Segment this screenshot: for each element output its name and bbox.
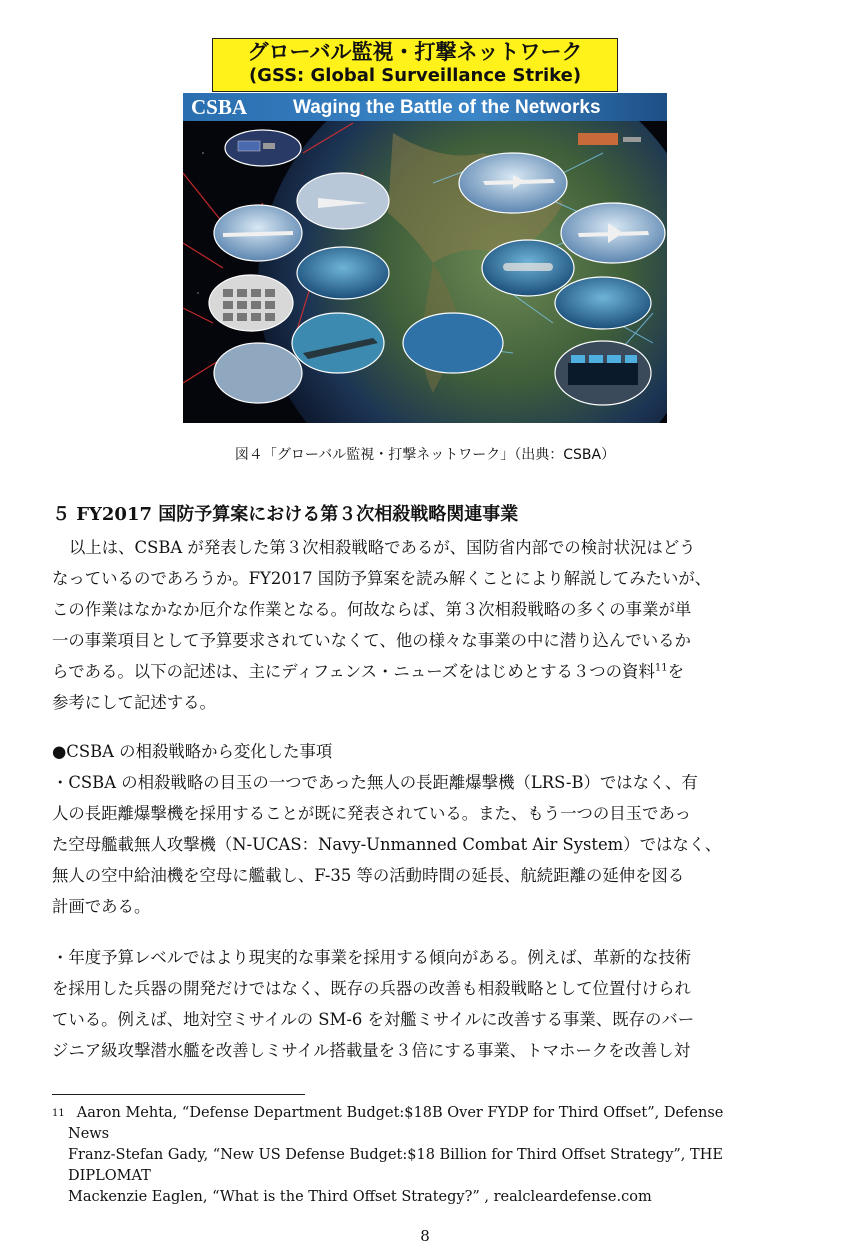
footnote-divider bbox=[52, 1094, 305, 1095]
figure-title-english: (GSS: Global Surveillance Strike) bbox=[248, 65, 582, 86]
paragraph-line: ている。例えば、地対空ミサイルの SM-6 を対艦ミサイルに改善する事業、既存のバー bbox=[52, 1010, 695, 1029]
paragraph-line: この作業はなかなか厄介な作業となる。何故ならば、第３次相殺戦略の多くの事業が単 bbox=[52, 600, 692, 619]
paragraph-line: 以上は、CSBA が発表した第３次相殺戦略であるが、国防省内部での検討状況はどう bbox=[69, 538, 696, 557]
page-number: 8 bbox=[420, 1227, 430, 1245]
footnote-line bbox=[52, 1103, 812, 1124]
footnote-line: News bbox=[68, 1126, 110, 1142]
figure-banner-title: Waging the Battle of the Networks bbox=[293, 97, 601, 118]
paragraph-2 bbox=[52, 736, 812, 922]
paragraph-1 bbox=[52, 532, 812, 718]
paragraph-line: 参考にして記述する。 bbox=[52, 693, 216, 712]
figure-title-japanese: グローバル監視・打撃ネットワーク bbox=[247, 40, 583, 64]
paragraph-line: ジニア級攻撃潜水艦を改善しミサイル搭載量を３倍にする事業、トマホークを改善し対 bbox=[52, 1041, 691, 1060]
bullet-heading: ●CSBA の相殺戦略から変化した事項 bbox=[52, 742, 333, 761]
paragraph-line: を採用した兵器の開発だけではなく、既存の兵器の改善も相殺戦略として位置付けられ bbox=[52, 979, 691, 998]
paragraph-line: ・CSBA の相殺戦略の目玉の一つであった無人の長距離爆撃機（LRS-B）ではなく、有 bbox=[52, 773, 698, 792]
footnote-reference: 11 bbox=[654, 662, 668, 674]
paragraph-line: らである。以下の記述は、主にディフェンス・ニューズをはじめとする３つの資料 bbox=[52, 662, 655, 681]
paragraph-line-tail: を bbox=[667, 662, 684, 681]
footnote-line: DIPLOMAT bbox=[68, 1168, 151, 1184]
footnote-number: 11 bbox=[52, 1108, 65, 1119]
figure-caption: 図４「グローバル監視・打撃ネットワーク」（出典：CSBA） bbox=[234, 447, 616, 463]
paragraph-line-with-ref bbox=[52, 656, 812, 687]
paragraph-3 bbox=[52, 942, 812, 1066]
paragraph-line: 一の事業項目として予算要求されていなくて、他の様々な事業の中に潜り込んでいるか bbox=[52, 631, 691, 650]
paragraph-line: ・年度予算レベルではより現実的な事業を採用する傾向がある。例えば、革新的な技術 bbox=[52, 948, 692, 967]
footnote-line: Mackenzie Eaglen, “What is the Third Offset Strategy?” , realcleardefense.com bbox=[68, 1189, 652, 1205]
csba-logo: CSBA bbox=[191, 95, 248, 119]
paragraph-line: 人の長距離爆撃機を採用することが既に発表されている。また、もう一つの目玉であっ bbox=[52, 804, 692, 823]
figure-title-box bbox=[212, 38, 618, 92]
footnote-text: Aaron Mehta, “Defense Department Budget:$18B Over FYDP for Third Offset”, Defense bbox=[76, 1105, 724, 1121]
paragraph-line: 無人の空中給油機を空母に艦載し、F-35 等の活動時間の延長、航続距離の延伸を図る bbox=[52, 866, 685, 885]
section-heading: ５ FY2017 国防予算案における第３次相殺戦略関連事業 bbox=[52, 504, 519, 525]
footnote-line: Franz-Stefan Gady, “New US Defense Budget:$18 Billion for Third Offset Strategy”, THE bbox=[68, 1147, 723, 1163]
paragraph-line: なっているのであろうか。FY2017 国防予算案を読み解くことにより解説してみたいが、 bbox=[52, 569, 712, 588]
footnotes bbox=[52, 1103, 812, 1208]
paragraph-line: 計画である。 bbox=[52, 897, 151, 916]
network-illustration bbox=[183, 93, 667, 423]
paragraph-line: た空母艦載無人攻撃機（N-UCAS：Navy-Unmanned Combat Air System）ではなく、 bbox=[52, 835, 722, 854]
